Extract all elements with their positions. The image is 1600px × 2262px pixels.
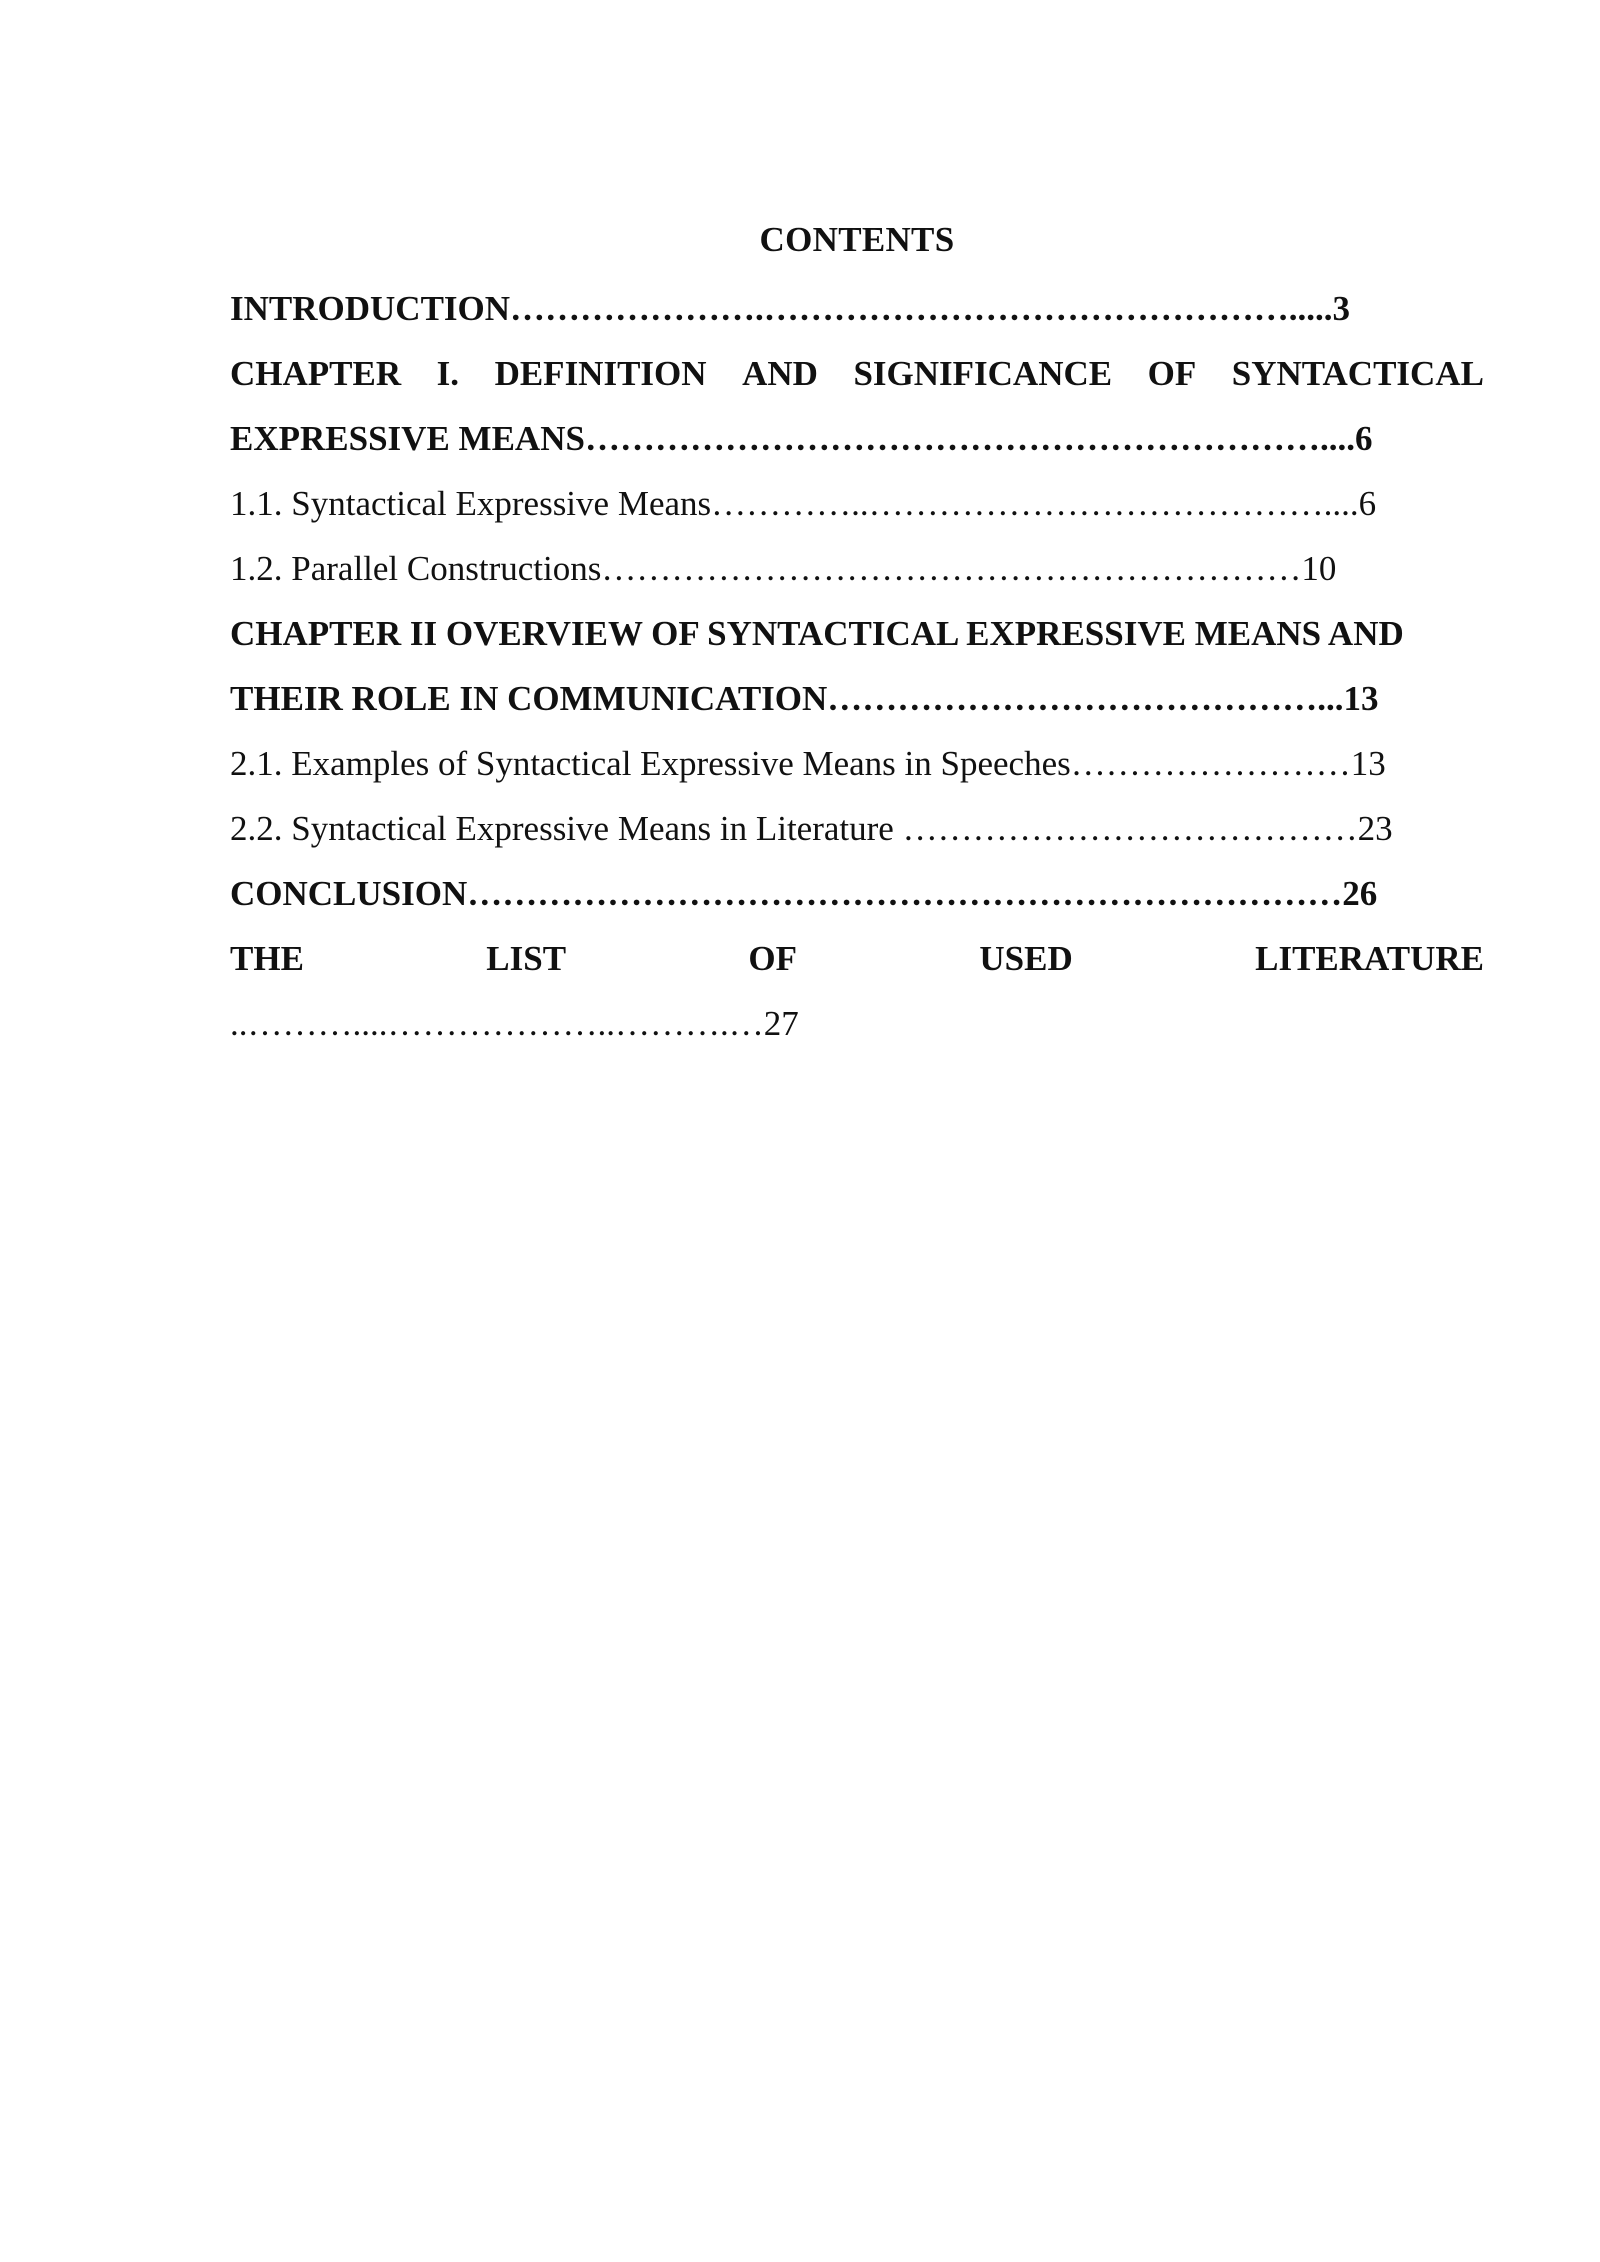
toc-entry-conclusion: CONCLUSION…………………………………………………………………26	[230, 874, 1378, 913]
toc-entry-section-2-2: 2.2. Syntactical Expressive Means in Literature …………………………………23	[230, 809, 1393, 848]
toc-entry-section-1-2: 1.2. Parallel Constructions……………………………………………………10	[230, 549, 1337, 588]
toc-entry-chapter2-line1: CHAPTER II OVERVIEW OF SYNTACTICAL EXPRESSIVE MEANS AND	[230, 614, 1404, 653]
toc-entry-chapter2-line2: THEIR ROLE IN COMMUNICATION……………………………………...13	[230, 679, 1379, 718]
word: THE	[230, 939, 304, 978]
toc-entry-literature-line2: ..………....………………..……….…27	[230, 1004, 799, 1043]
word: LITERATURE	[1255, 939, 1484, 978]
word: USED	[979, 939, 1073, 978]
table-of-contents	[230, 276, 1484, 1056]
toc-entry-introduction: INTRODUCTION………………….……………………………………….....3	[230, 289, 1351, 328]
word: I.	[436, 354, 460, 393]
toc-entry-literature-line1	[230, 926, 1484, 991]
word: LIST	[486, 939, 567, 978]
toc-entry-section-2-1: 2.1. Examples of Syntactical Expressive Means in Speeches……………………13	[230, 744, 1386, 783]
word: OF	[1147, 354, 1197, 393]
word: DEFINITION	[494, 354, 707, 393]
toc-title: CONTENTS	[759, 220, 955, 259]
word: CHAPTER	[230, 354, 402, 393]
toc-entry-chapter1-line2: EXPRESSIVE MEANS………………………………………………………....6	[230, 419, 1373, 458]
word: SIGNIFICANCE	[853, 354, 1113, 393]
word: AND	[742, 354, 818, 393]
toc-entry-chapter1-line1	[230, 341, 1484, 406]
toc-entry-section-1-1: 1.1. Syntactical Expressive Means…………..…………………………………....6	[230, 484, 1377, 523]
word: SYNTACTICAL	[1231, 354, 1484, 393]
word: OF	[748, 939, 798, 978]
